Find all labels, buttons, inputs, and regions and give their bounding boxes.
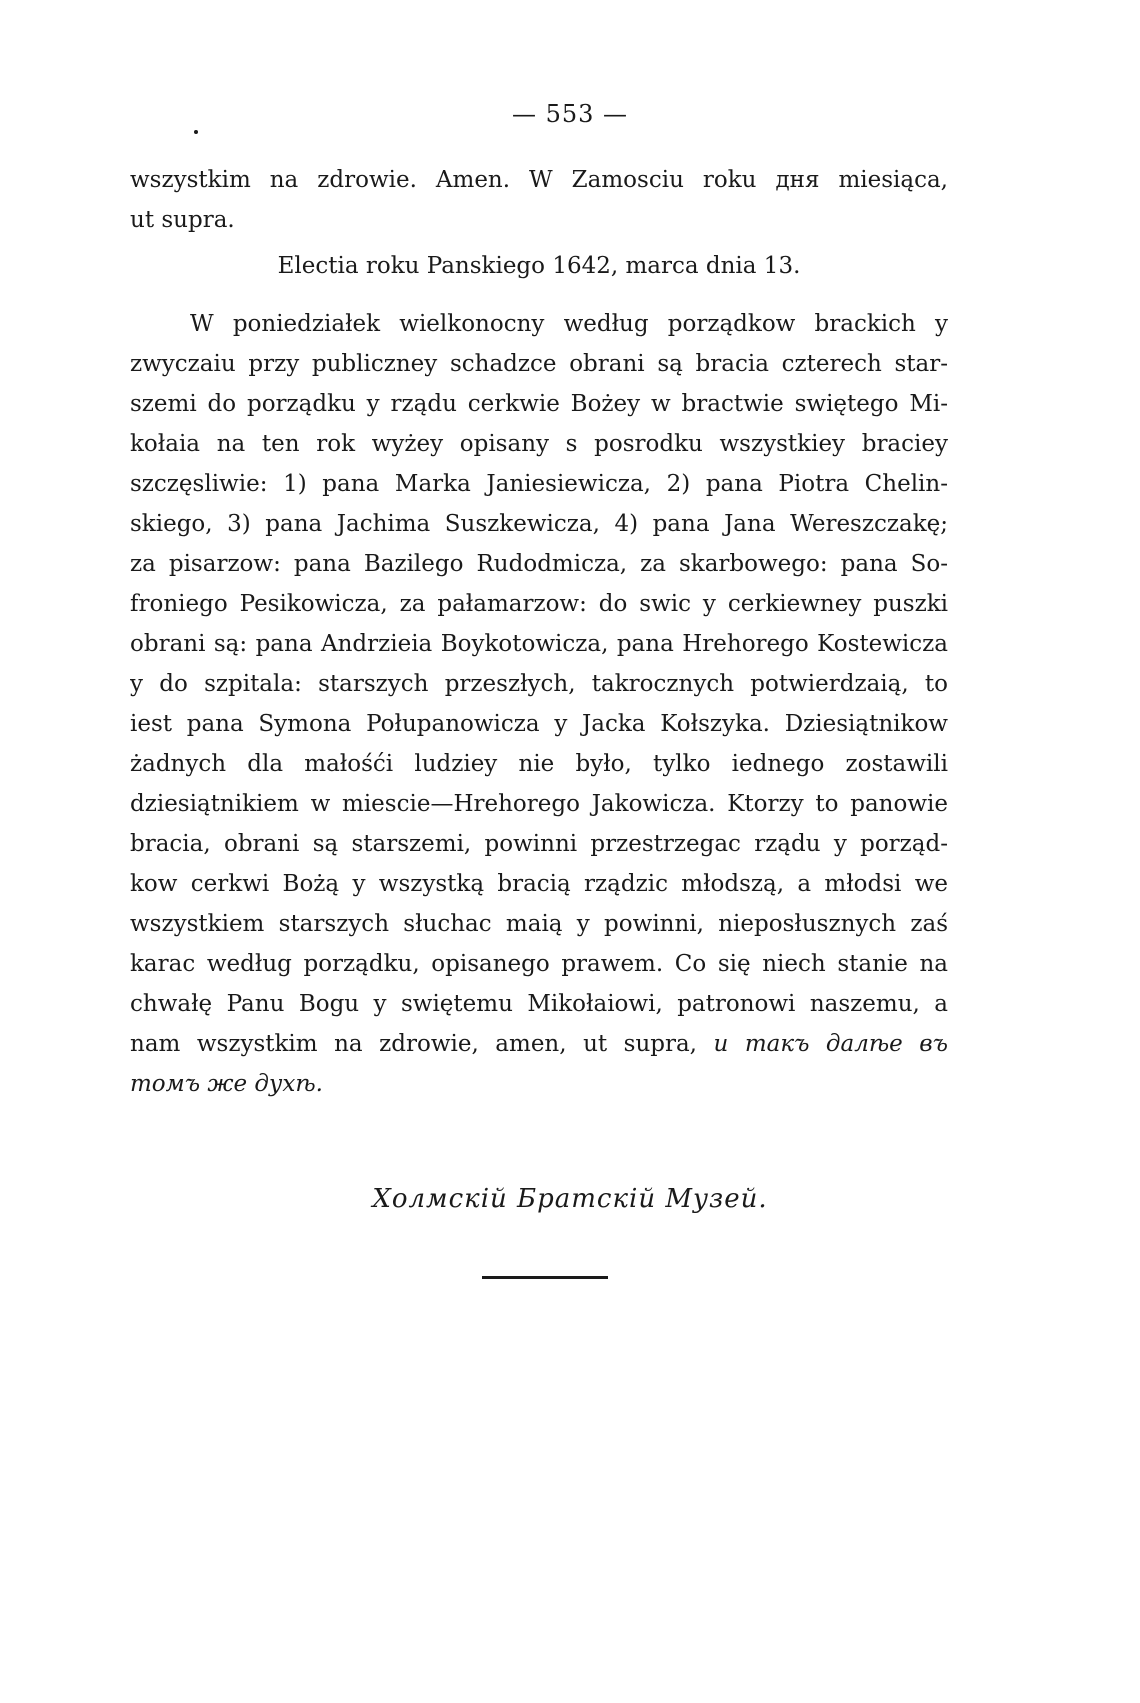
section-heading	[130, 246, 948, 286]
text-line: obrani są: pana Andrzieia Boykotowicza, pana Hrehorego Kostewicza	[130, 631, 948, 657]
text-line: W poniedziałek wielkonocny według porządkow brackich y	[190, 311, 948, 337]
text-line: ut supra.	[130, 207, 235, 233]
ink-speck	[194, 130, 198, 134]
text-line: froniego Pesikowicza, za pałamarzow: do swic y cerkiewney puszki	[130, 591, 948, 617]
text-line: szczęsliwie: 1) pana Marka Janiesiewicza, 2) pana Piotra Chelin-	[130, 471, 948, 497]
paragraph-continued	[130, 160, 948, 240]
text-line: karac według porządku, opisanego prawem. Co się niech stanie na	[130, 951, 948, 977]
text-line: za pisarzow: pana Bazilego Rudodmicza, za skarbowego: pana So-	[130, 551, 948, 577]
text-line: y do szpitala: starszych przeszłych, takrocznych potwierdzaią, to	[130, 671, 948, 697]
text-line: iest pana Symona Połupanowicza y Jacka Kołszyka. Dziesiątnikow	[130, 711, 948, 737]
text-line: kołaia na ten rok wyżey opisany s posrodku wszystkiey braciey	[130, 431, 948, 457]
text-line: zwyczaiu przy publiczney schadzce obrani są bracia czterech star-	[130, 351, 948, 377]
text-line: skiego, 3) pana Jachima Suszkewicza, 4) pana Jana Wereszczakę;	[130, 511, 948, 537]
page-number: — 553 —	[511, 100, 629, 128]
end-rule	[482, 1276, 608, 1279]
text-line: szemi do porządku y rządu cerkwie Bożey w bractwie swiętego Mi-	[130, 391, 948, 417]
cyrillic-italic-text: и такъ далѣе въ	[713, 1031, 948, 1057]
latin-text: nam wszystkim na zdrowie, amen, ut supra,	[130, 1031, 697, 1057]
text-line-final: томъ же духѣ.	[130, 1071, 323, 1097]
text-line: chwałę Panu Bogu y swiętemu Mikołaiowi, patronowi naszemu, a	[130, 991, 948, 1017]
text-line: dziesiątnikiem w miescie—Hrehorego Jakowicza. Ktorzy to panowie	[130, 791, 948, 817]
text-line-mixed	[130, 1024, 948, 1064]
heading-text: Electia roku Panskiego 1642, marca dnia 13.	[277, 253, 801, 279]
text-line: żadnych dla małośći ludziey nie było, tylko iednego zostawili	[130, 751, 948, 777]
text-line: wszystkiem starszych słuchac maią y powinni, nieposłusznych zaś	[130, 911, 948, 937]
text-line: kow cerkwi Bożą y wszystką bracią rządzic młodszą, a młodsi we	[130, 871, 948, 897]
paragraph-main	[130, 304, 948, 1104]
text-line: wszystkim na zdrowie. Amen. W Zamosciu roku дня miesiąca,	[130, 167, 948, 193]
signature-source: Холмскій Братскій Музей.	[372, 1184, 768, 1214]
text-line: bracia, obrani są starszemi, powinni przestrzegac rządu y porząd-	[130, 831, 948, 857]
